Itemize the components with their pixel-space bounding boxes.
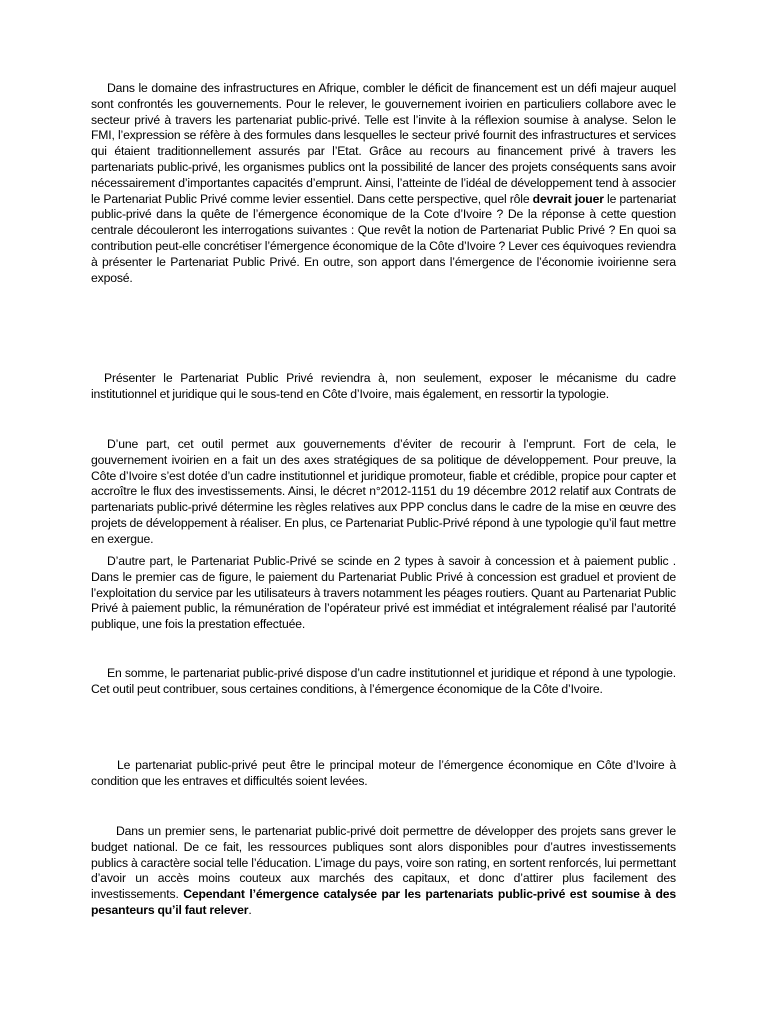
- bold-sentence: Cependant l’émergence catalysée par les partenariats public-privé est soumise à des pesanteurs qu’il faut relever: [91, 887, 676, 917]
- paragraph-announcement: Présenter le Partenariat Public Privé reviendra à, non seulement, exposer le mécanisme du cadre institutionnel et juridique qui le sous-tend en Côte d’Ivoire, mais également, en ressortir la typologie.: [91, 371, 676, 401]
- paragraph-text: .: [248, 902, 252, 917]
- paragraph-second-part: D’autre part, le Partenariat Public-Privé se scinde en 2 types à savoir à concession et à paiement public . Dans le premier cas de figure, le paiement du Partenariat Public Privé à concession est graduel et provient de l’exploitation du service par les utilisateurs à travers notamment les péages routiers. Quant au Partenariat Public Privé à paiement public, la rémunération de l’opérateur privé est immédiat et intégralement réalisé par l’autorité publique, une fois la prestation effectuée.: [91, 554, 676, 632]
- paragraph-first-sense: [91, 824, 676, 919]
- paragraph-thesis: Le partenariat public-privé peut être le principal moteur de l’émergence économique en Côte d’Ivoire à condition que les entraves et difficultés soient levées.: [91, 758, 676, 788]
- paragraph-summary: En somme, le partenariat public-privé dispose d’un cadre institutionnel et juridique et répond à une typologie. Cet outil peut contribuer, sous certaines conditions, à l’émergence économique de la Côte d’Ivoire.: [91, 666, 676, 696]
- paragraph-text: Dans un premier sens, le partenariat public-privé doit permettre de développer des projets sans grever le budget national. De ce fait, les ressources publiques sont alors disponibles pour d’autres investissements publics à caractère social telle l’éducation. L’image du pays, voire son rating, en sortent renforcés, lui permettant d’avoir un accès moins couteux aux marchés des capitaux, et donc d’attirer plus facilement des investissements.: [91, 824, 676, 902]
- document-page: [91, 0, 676, 1024]
- paragraph-introduction: [91, 81, 676, 286]
- paragraph-first-part: D’une part, cet outil permet aux gouvernements d’éviter de recourir à l’emprunt. Fort de cela, le gouvernement ivoirien en a fait un des axes stratégiques de sa politique de développement. Pour preuve, la Côte d’Ivoire s’est dotée d’un cadre institutionnel et juridique promoteur, fiable et crédible, propice pour capter et accroître le flux des investissements. Ainsi, le décret n°2012-1151 du 19 décembre 2012 relatif aux Contrats de partenariats public-privé détermine les règles relatives aux PPP conclus dans le cadre de la mise en œuvre des projets de développement à réaliser. En plus, ce Partenariat Public-Privé répond à une typologie qu’il faut mettre en exergue.: [91, 437, 676, 546]
- paragraph-text: le partenariat public-privé dans la quête de l’émergence économique de la Cote d’Ivoire ? De la réponse à cette question centrale découleront les interrogations suivantes : Que revêt la notion de Partenariat Public Privé ? En quoi sa contribution peut-elle concrétiser l’émergence économique de la Côte d’Ivoire ? Lever ces équivoques reviendra à présenter le Partenariat Public Privé. En outre, son apport dans l’émergence de l’économie ivoirienne sera exposé.: [91, 191, 676, 285]
- bold-phrase: devrait jouer: [532, 191, 604, 206]
- paragraph-text: Dans le domaine des infrastructures en Afrique, combler le déficit de financement est un défi majeur auquel sont confrontés les gouvernements. Pour le relever, le gouvernement ivoirien en particuliers collabore avec le secteur privé à travers les partenariat public-privé. Telle est l’invite à la réflexion soumise à analyse. Selon le FMI, l’expression se réfère à des formules dans lesquelles le secteur privé fournit des infrastructures et services qui étaient traditionnellement assurés par l’Etat. Grâce au recours au financement privé à travers les partenariats public-privé, les organismes publics ont la possibilité de lancer des projets conséquents sans avoir nécessairement d’importantes capacités d’emprunt. Ainsi, l’atteinte de l’idéal de développement tend à associer le Partenariat Public Privé comme levier essentiel. Dans cette perspective, quel rôle: [91, 81, 676, 206]
